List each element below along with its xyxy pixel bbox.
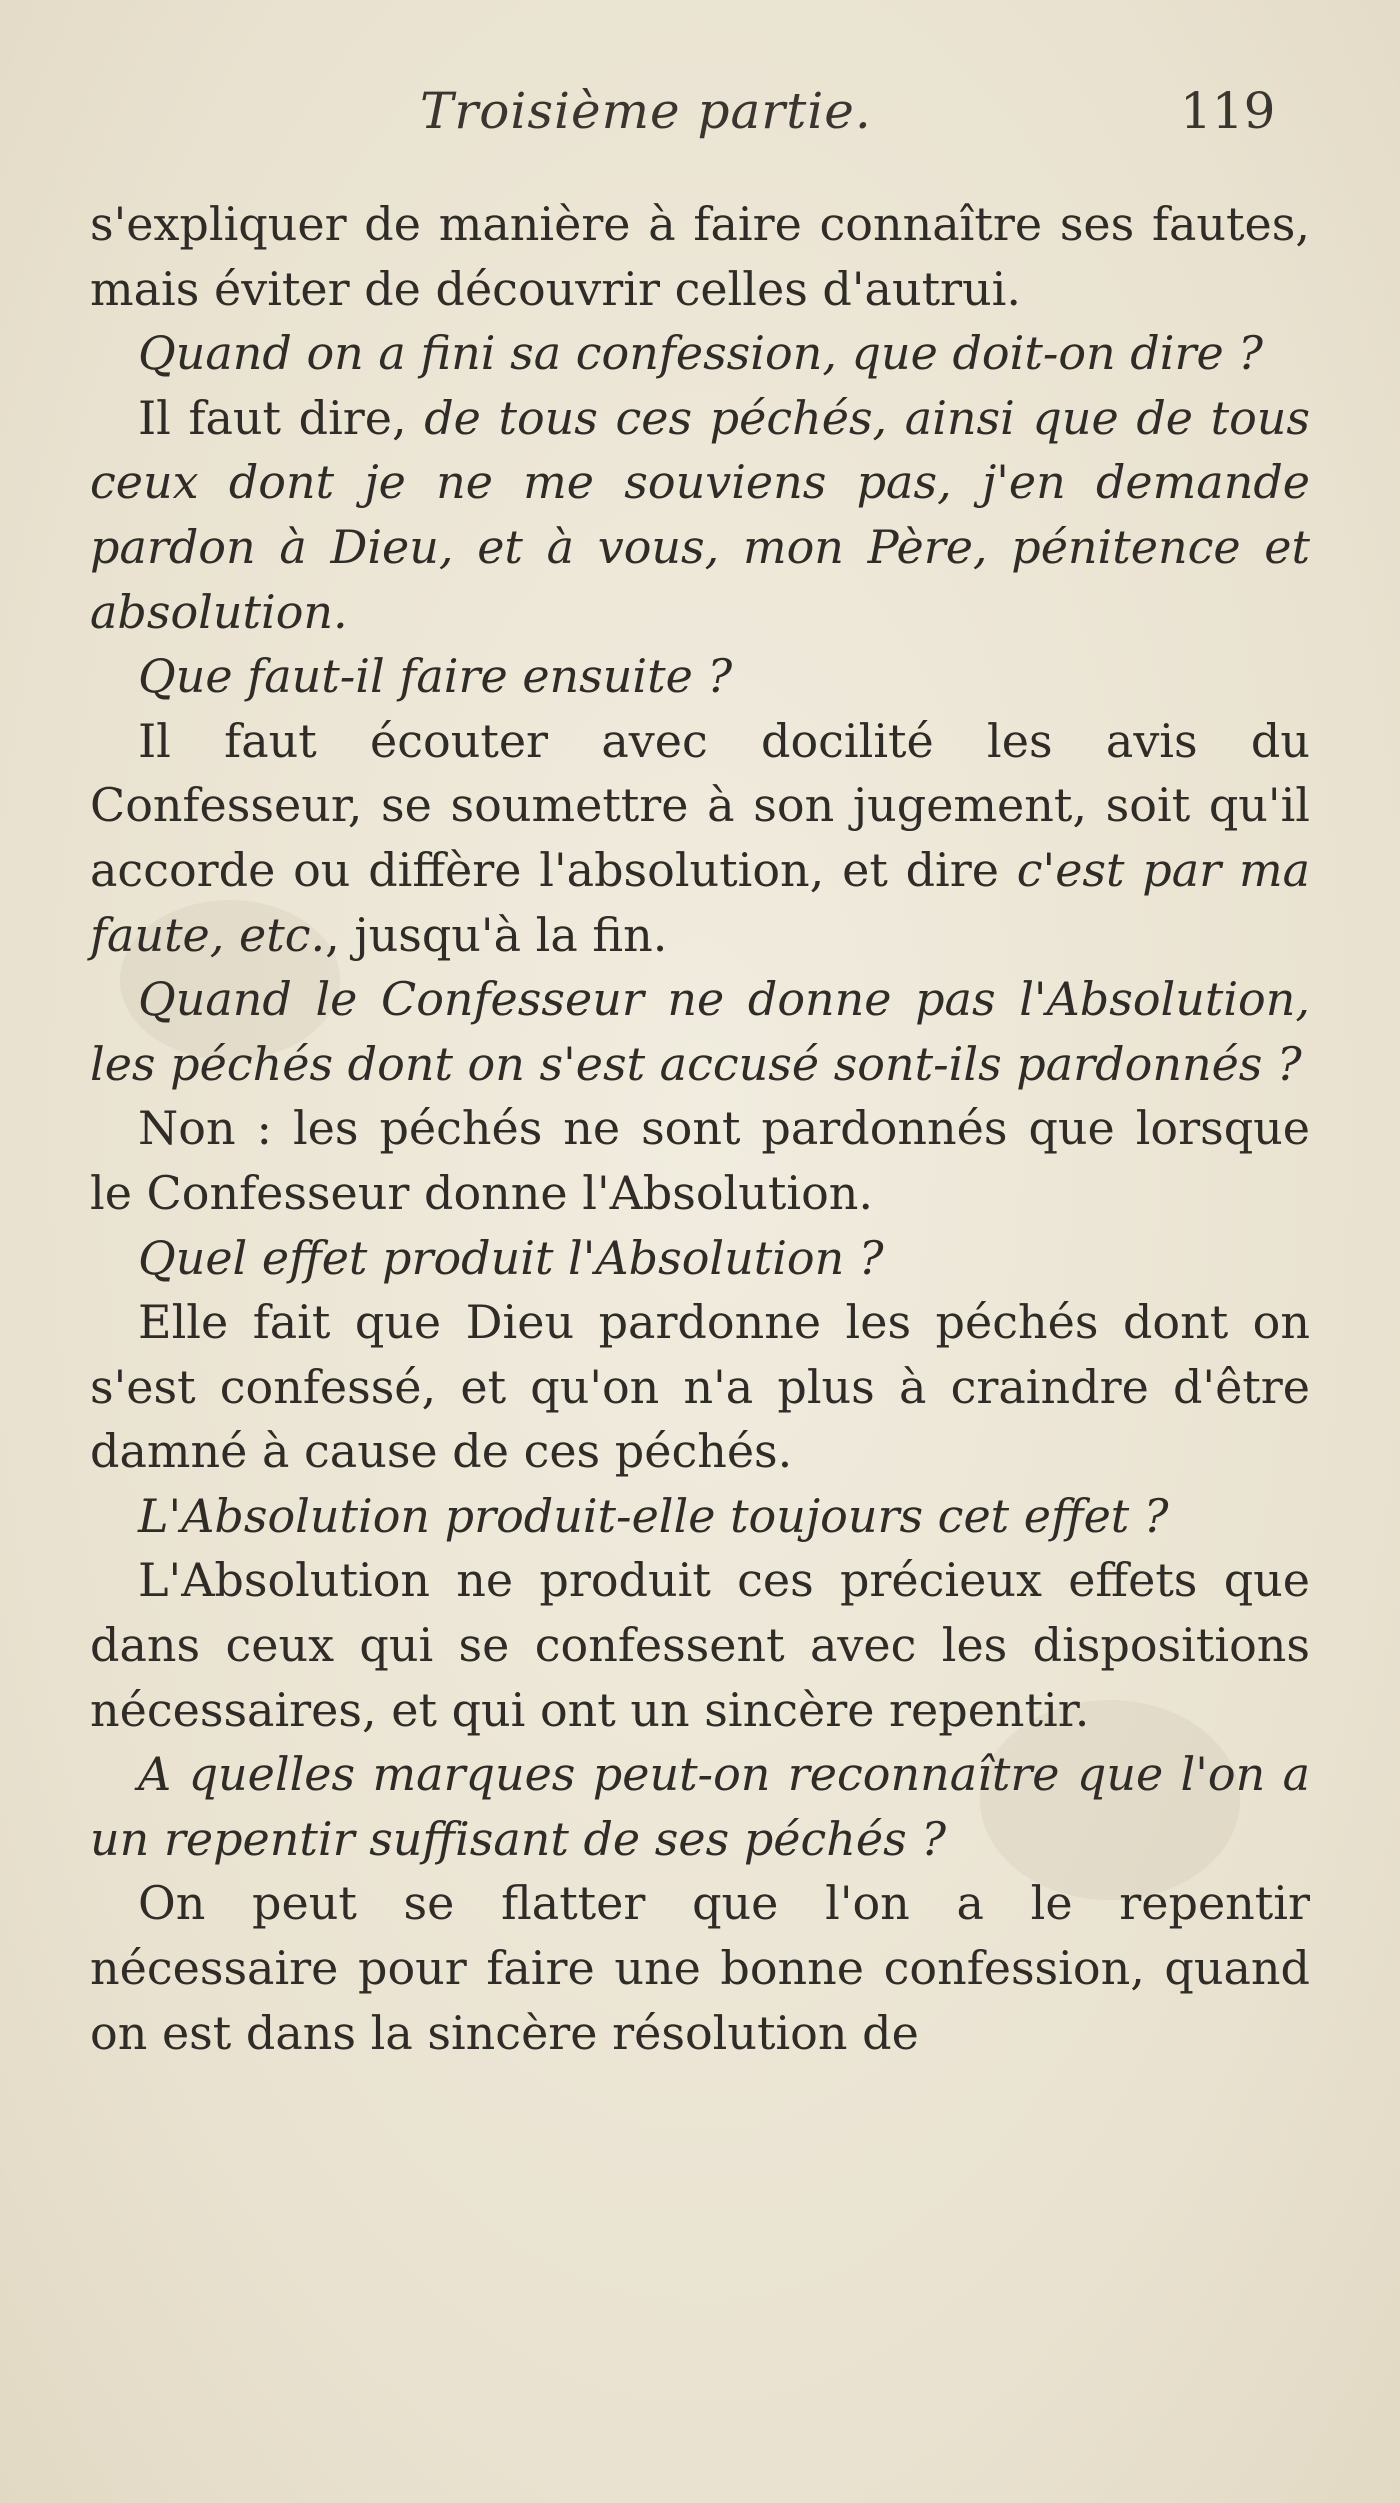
question-paragraph: Quand le Confesseur ne donne pas l'Absolution, les péchés dont on s'est accusé sont-ils pardonnés ? — [90, 972, 1310, 1091]
question-paragraph: Quel effet produit l'Absolution ? — [138, 1230, 884, 1285]
answer-paragraph — [90, 709, 1310, 967]
answer-text: Il faut écouter avec docilité les avis du Confesseur, se soumettre à son jugement, soit qu'il accorde ou diffère l'absolution, et dire — [90, 713, 1310, 897]
paragraph-continuation: s'expliquer de manière à faire connaître ses fautes, mais éviter de découvrir celles d'autrui. — [90, 197, 1310, 316]
answer-paragraph: On peut se flatter que l'on a le repentir nécessaire pour faire une bonne confession, quand on est dans la sincère résolution de — [90, 1876, 1310, 2060]
answer-paragraph — [90, 386, 1310, 644]
question-paragraph: Quand on a fini sa confession, que doit-on dire ? — [138, 326, 1263, 381]
question-paragraph: L'Absolution produit-elle toujours cet effet ? — [138, 1488, 1169, 1543]
page-header — [0, 82, 1400, 162]
answer-text: , jusqu'à la fin. — [325, 907, 668, 962]
answer-italic-text: de tous ces péchés, ainsi que de tous ceux dont je ne me souviens pas, j'en demande pardon à Dieu, et à vous, mon Père, pénitence et absolution. — [90, 390, 1310, 639]
running-title: Troisième partie. — [420, 82, 872, 140]
body-text — [90, 192, 1310, 2065]
answer-paragraph: Elle fait que Dieu pardonne les péchés dont on s'est confessé, et qu'on n'a plus à craindre d'être damné à cause de ces péchés. — [90, 1295, 1310, 1479]
answer-paragraph: L'Absolution ne produit ces précieux effets que dans ceux qui se confessent avec les dispositions nécessaires, et qui ont un sincère repentir. — [90, 1553, 1310, 1737]
answer-text: Il faut dire, — [138, 390, 425, 445]
question-paragraph: Que faut-il faire ensuite ? — [138, 649, 733, 704]
page-number: 119 — [1180, 82, 1276, 140]
question-paragraph: A quelles marques peut-on reconnaître que l'on a un repentir suffisant de ses péchés ? — [90, 1747, 1310, 1866]
answer-italic-text: c'est par ma faute, etc. — [90, 842, 1311, 962]
answer-paragraph: Non : les péchés ne sont pardonnés que lorsque le Confesseur donne l'Absolution. — [90, 1101, 1310, 1220]
